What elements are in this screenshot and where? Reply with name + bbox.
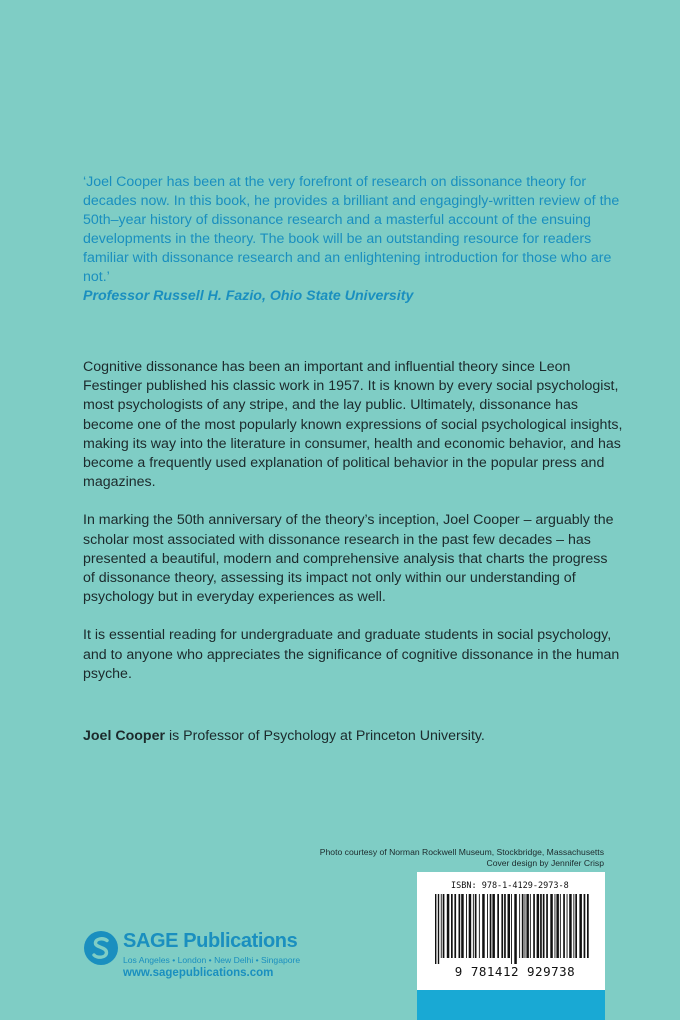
barcode-bar [587,894,589,958]
barcode-bar [508,894,511,958]
quote-text: ‘Joel Cooper has been at the very forefront of research on dissonance theory for decades now. In this book, he provides a brilliant and engagingly-written review of the 50th–year history of dissonance research and a masterful account of the ensuing developments in the theory. The book will be an outstanding resource for readers familiar with dissonance research and an enlightening introduction for those who are not.’ [83,174,620,285]
publisher-cities: Los Angeles • London • New Delhi • Singapore [123,955,301,965]
barcode-bar [584,894,586,958]
sage-logo-icon [83,930,119,966]
barcode-bar [533,894,535,958]
barcode-bar [473,894,474,958]
barcode-bars [433,894,597,964]
barcode-bar [435,894,436,964]
photo-credit: Photo courtesy of Norman Rockwell Museum, Stockbridge, Massachusetts [319,847,604,857]
barcode-bar [490,894,492,958]
barcode-bar [522,894,524,958]
barcode-bar [546,894,548,958]
barcode-bar [569,894,572,958]
barcode-bar [469,894,472,958]
barcode-bar [519,894,520,958]
barcode-bar [459,894,461,958]
barcode-bar [563,894,565,958]
cover-credits [320,847,604,869]
author-bio-text: is Professor of Psychology at Princeton University. [165,728,485,744]
barcode-bar [540,894,542,958]
barcode-bar [447,894,450,958]
isbn-barcode [417,872,605,990]
barcode-bar [482,894,485,958]
isbn-digits: 9 781412 929738 [454,964,576,979]
description-paragraph-2: In marking the 50th anniversary of the theory’s inception, Joel Cooper – arguably the scholar most associated with dissonance research in the past few decades – has presented a beautiful, modern and comprehensive analysis that charts the progress of dissonance theory, assessing its impact not only within our understanding of psychology but in everyday experiences as well. [83,512,614,606]
barcode-bar [556,894,559,958]
barcode-bar [579,894,582,958]
barcode-bar [454,894,456,958]
barcode-bar [487,894,488,958]
publisher-name: SAGE Publications [123,930,298,952]
book-description [83,358,623,703]
barcode-bar [501,894,503,958]
description-paragraph-3: It is essential reading for undergraduate and graduate students in social psychology, and to anyone who appreciates the significance of cognitive dissonance in the human psyche. [83,627,620,682]
barcode-bar [573,894,574,958]
barcode-bar [567,894,568,958]
description-paragraph-1: Cognitive dissonance has been an important and influential theory since Leon Festinger published his classic work in 1957. It is known by every social psychologist, most psychologists of any stripe, and the lay public. Ultimately, dissonance has become one of the most popularly known expressions of social psychological insights, making its way into the literature in consumer, health and economic behavior, and has become a frequently used explanation of political behavior in the popular press and magazines. [83,359,623,491]
barcode-bar [504,894,506,958]
barcode-bar [475,894,477,958]
barcode-bar [497,894,499,958]
author-bio [83,727,623,746]
barcode-bar [511,894,512,964]
author-name: Joel Cooper [83,728,165,744]
barcode-bar [550,894,553,958]
barcode-bar [543,894,545,958]
barcode-bar [560,894,561,958]
barcode-bar [530,894,531,958]
endorsement-quote [83,173,623,306]
barcode-bar [466,894,467,958]
barcode-bar [514,894,517,964]
quote-attribution: Professor Russell H. Fazio, Ohio State University [83,288,414,304]
design-credit: Cover design by Jennifer Crisp [486,858,604,868]
isbn-label: ISBN: 978-1-4129-2973-8 [451,881,569,891]
barcode-bar [461,894,464,958]
barcode-bar [443,894,445,958]
publisher-url: www.sagepublications.com [123,967,274,979]
barcode-bar [575,894,577,958]
barcode-bar [438,894,439,964]
barcode-bar [492,894,495,958]
barcode-bar [451,894,453,958]
barcode-bar [525,894,526,958]
barcode-bar [537,894,540,958]
barcode-bar [441,894,442,958]
barcode-color-strip [417,990,605,1020]
barcode-bar [479,894,480,958]
barcode-bar [526,894,529,958]
barcode-bar [555,894,556,958]
